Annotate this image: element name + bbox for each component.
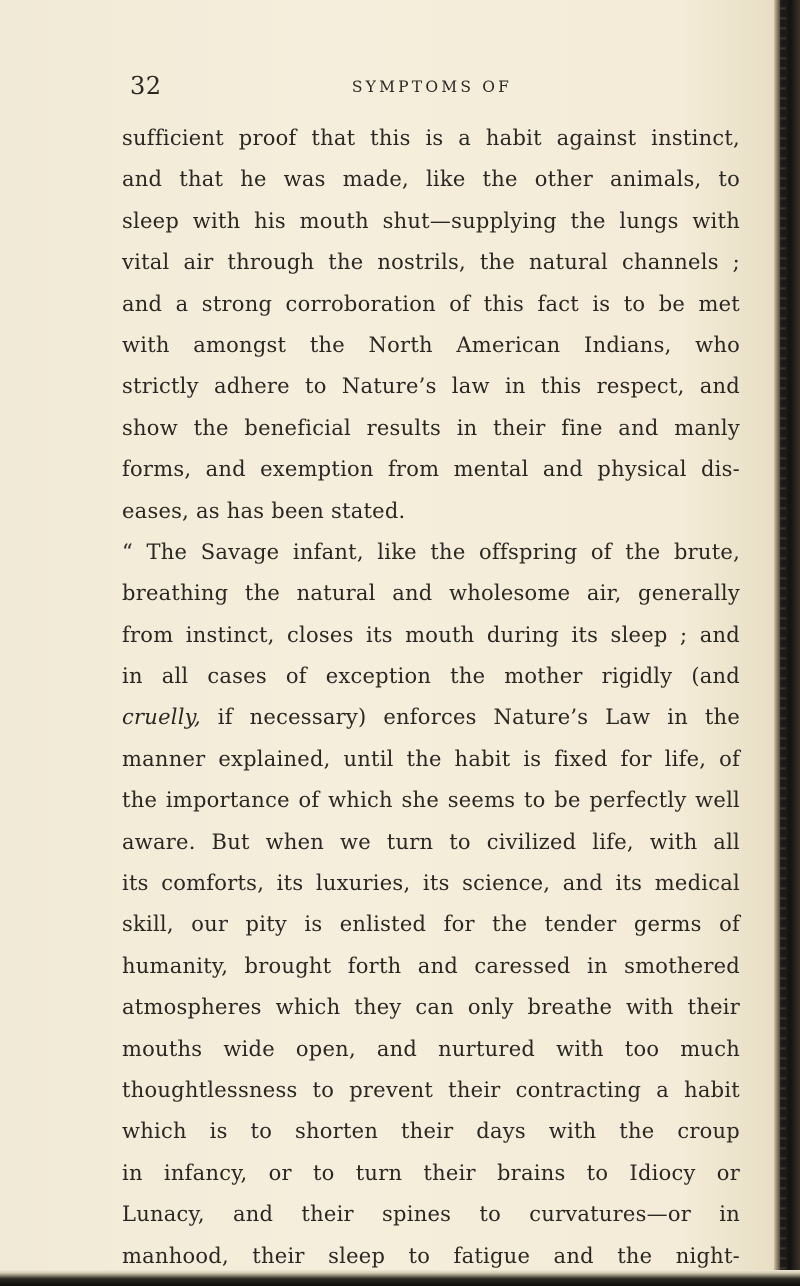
text-line: manhood, their sleep to fatigue and the night- (122, 1243, 740, 1268)
page-stack-edge (780, 0, 786, 1286)
text-line: atmospheres which they can only breathe with their (122, 995, 740, 1020)
text-line: from instinct, closes its mouth during its sleep ; and (122, 622, 740, 647)
text-line: humanity, brought forth and caressed in smothered (122, 953, 740, 978)
text-line: show the beneficial results in their fine and manly (122, 415, 740, 440)
text-fragment: if necessary) enforces Nature’s Law in the (200, 705, 740, 730)
text-line: and that he was made, like the other animals, to (122, 167, 740, 192)
text-line: with amongst the North American Indians, who (122, 332, 740, 357)
text-line: manner explained, until the habit is fixed for life, of (122, 746, 740, 771)
text-line: sufficient proof that this is a habit against instinct, (122, 126, 740, 150)
text-line: in infancy, or to turn their brains to Idiocy or (122, 1160, 740, 1185)
text-line: aware. But when we turn to civilized life, with all (122, 829, 740, 854)
text-line: sleep with his mouth shut—supplying the lungs with (122, 208, 740, 233)
text-line: eases, as has been stated. (122, 498, 406, 523)
text-line: vital air through the nostrils, the natural channels ; (122, 250, 740, 275)
text-line: breathing the natural and wholesome air, generally (122, 581, 740, 606)
text-line: “ The Savage infant, like the offspring of the brute, (122, 539, 740, 564)
text-line: mouths wide open, and nurtured with too much (122, 1036, 740, 1061)
body-text (122, 118, 740, 1277)
text-line: its comforts, its luxuries, its science, and its medical (122, 871, 740, 896)
italic-word: cruelly, (122, 705, 201, 730)
text-line: in all cases of exception the mother rigidly (and (122, 664, 740, 689)
page-header (122, 72, 742, 112)
text-line: forms, and exemption from mental and physical dis- (122, 457, 740, 482)
text-line: and a strong corroboration of this fact is to be met (122, 291, 740, 316)
text-line: thoughtlessness to prevent their contracting a habit (122, 1077, 740, 1102)
text-line-with-italic (122, 697, 740, 738)
text-line: which is to shorten their days with the croup (122, 1119, 740, 1144)
text-line: strictly adhere to Nature’s law in this respect, and (122, 374, 740, 399)
text-line: Lunacy, and their spines to curvatures—or in (122, 1202, 740, 1227)
text-line: the importance of which she seems to be perfectly well (122, 788, 740, 813)
page-number: 32 (130, 72, 162, 100)
book-spine-edge (774, 0, 800, 1286)
running-head: SYMPTOMS OF (351, 78, 513, 96)
text-line: skill, our pity is enlisted for the tender germs of (122, 912, 740, 937)
